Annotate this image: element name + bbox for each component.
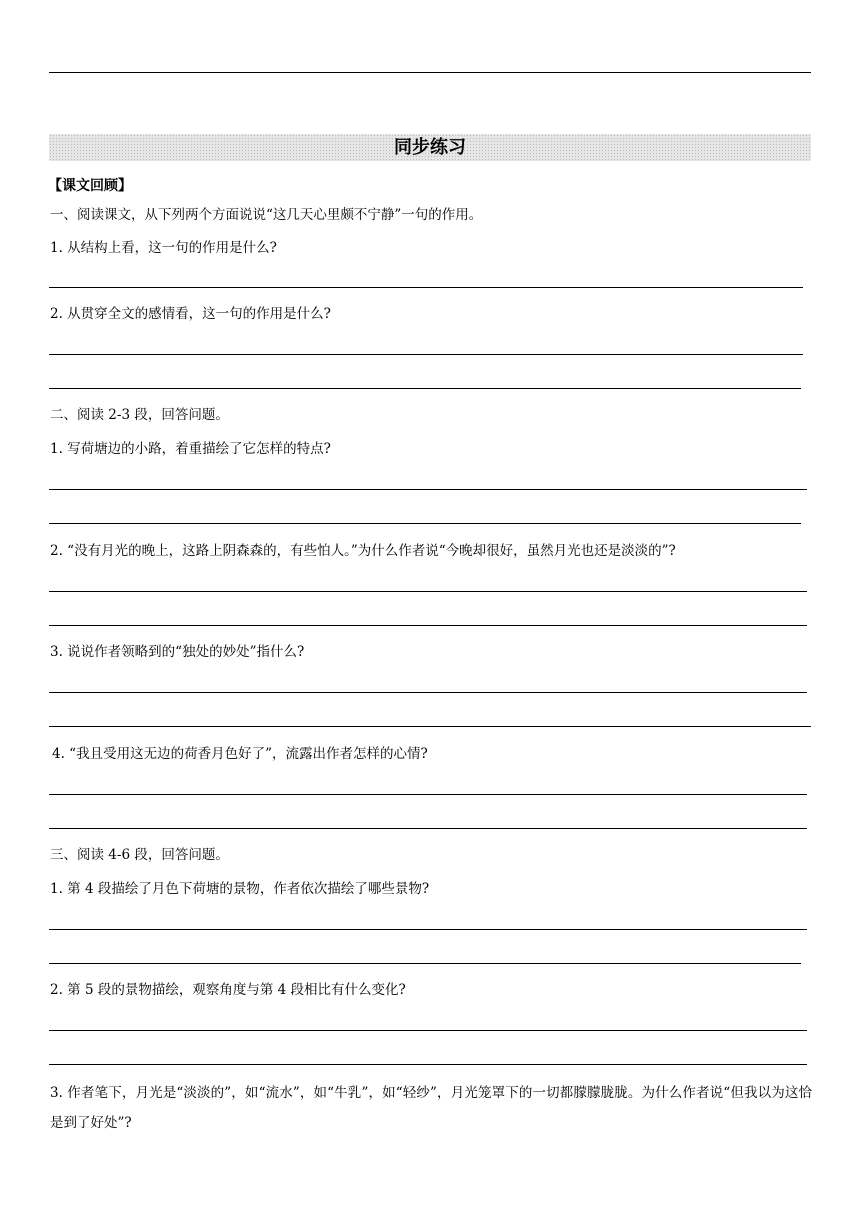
answer-line[interactable] bbox=[49, 625, 807, 626]
part3-question-3: 3. 作者笔下，月光是“淡淡的”，如“流水”，如“牛乳”，如“轻纱”，月光笼罩下的一切都朦朦胧胧。为什么作者说“但我以为这恰是到了好处”? bbox=[50, 1085, 812, 1131]
part1-question-2: 2. 从贯穿全文的感情看，这一句的作用是什么? bbox=[50, 306, 331, 322]
part3-question-2: 2. 第 5 段的景物描绘，观察角度与第 4 段相比有什么变化? bbox=[50, 982, 406, 998]
part3-heading: 三、阅读 4-6 段，回答问题。 bbox=[50, 847, 229, 863]
answer-line[interactable] bbox=[49, 1064, 807, 1065]
page-title: 同步练习 bbox=[394, 137, 466, 158]
answer-line[interactable] bbox=[49, 929, 807, 930]
answer-line[interactable] bbox=[49, 963, 801, 964]
part2-question-3: 3. 说说作者领略到的“独处的妙处”指什么? bbox=[50, 644, 305, 660]
answer-line[interactable] bbox=[49, 591, 807, 592]
part3-question-1: 1. 第 4 段描绘了月色下荷塘的景物，作者依次描绘了哪些景物? bbox=[50, 881, 430, 897]
part2-question-1: 1. 写荷塘边的小路，着重描绘了它怎样的特点? bbox=[50, 441, 331, 457]
answer-line[interactable] bbox=[49, 489, 807, 490]
part1-question-1: 1. 从结构上看，这一句的作用是什么? bbox=[50, 240, 277, 256]
part2-question-4: 4. “我且受用这无边的荷香月色好了”，流露出作者怎样的心情? bbox=[52, 746, 428, 762]
answer-line[interactable] bbox=[49, 828, 807, 829]
answer-line[interactable] bbox=[49, 726, 811, 727]
answer-line[interactable] bbox=[49, 287, 803, 288]
part2-heading: 二、阅读 2-3 段，回答问题。 bbox=[50, 407, 229, 423]
part1-heading: 一、阅读课文，从下列两个方面说说“这几天心里颇不宁静”一句的作用。 bbox=[50, 207, 483, 223]
answer-line[interactable] bbox=[49, 354, 803, 355]
answer-line[interactable] bbox=[49, 794, 807, 795]
answer-line[interactable] bbox=[49, 388, 801, 389]
part2-question-2: 2. “没有月光的晚上，这路上阴森森的，有些怕人。”为什么作者说“今晚却很好，虽然月光也还是淡淡的”? bbox=[50, 543, 676, 559]
section-heading: 【课文回顾】 bbox=[48, 178, 132, 194]
header-rule bbox=[49, 72, 811, 73]
answer-line[interactable] bbox=[49, 692, 807, 693]
answer-line[interactable] bbox=[49, 1030, 807, 1031]
answer-line[interactable] bbox=[49, 523, 801, 524]
title-bar bbox=[49, 134, 811, 161]
